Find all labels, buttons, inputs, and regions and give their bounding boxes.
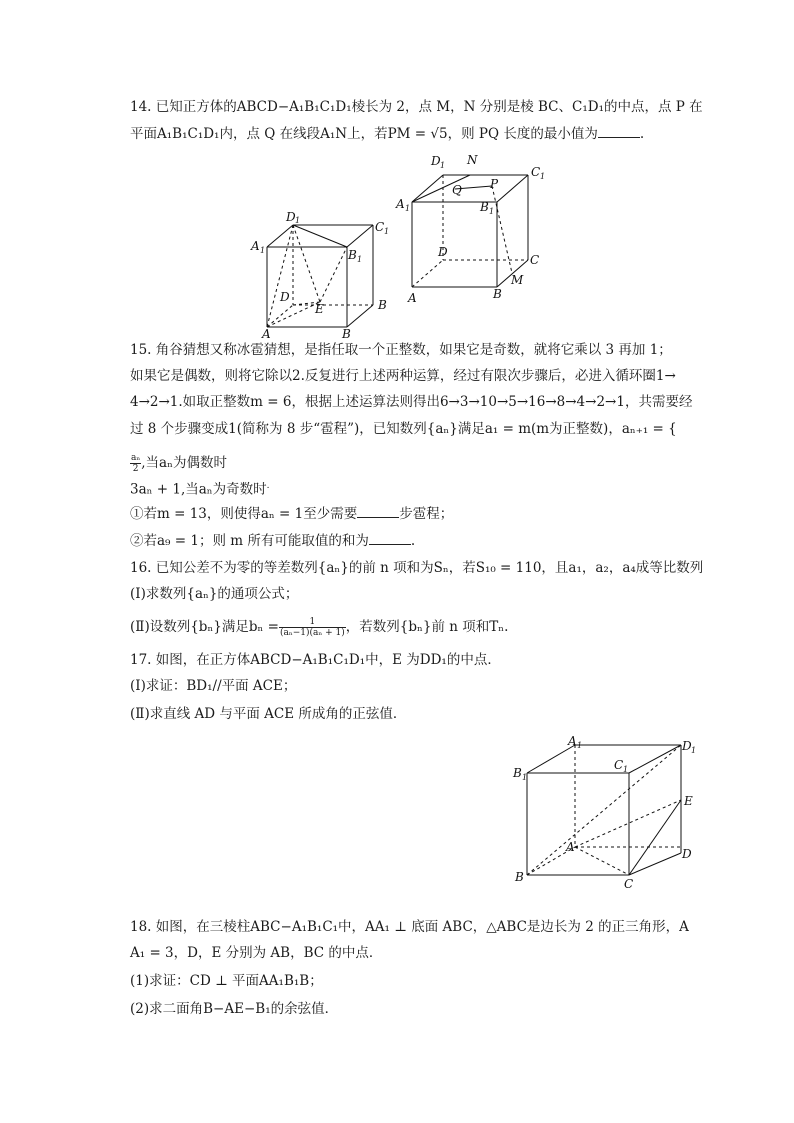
fig2-sub-A1: 1 [405,204,411,213]
q15-case1-fraction [130,453,141,474]
q15-case1 [130,451,227,475]
fig3-label-A1: A [568,734,577,748]
q15-sub2 [130,530,415,551]
q15-sub1 [130,503,453,524]
fig3-label-D: D [682,847,692,861]
q16-part2-a: (Ⅱ)设数列{bₙ}满足bₙ = [130,619,279,635]
fig2-label-A: A [408,291,417,305]
fig2-label-N: N [467,153,478,167]
q18-line2: A₁ = 3，D，E 分别为 AB，BC 的中点． [130,945,383,961]
q15-sub1-end: 步雹程； [399,506,454,522]
q15-case1-text: ,当aₙ为偶数时 [141,455,227,471]
fig1-sub-C1: 1 [384,227,390,236]
fig2-sub-D1: 1 [440,161,446,170]
fig3-label-E: E [684,794,693,808]
fig2-label-M: M [511,273,524,287]
q14-line2-end: . [639,126,645,142]
fig1-label-D1: D [286,210,296,224]
q18-part1: (1)求证：CD ⊥ 平面AA₁B₁B； [130,973,323,989]
q15-sub1-blank [357,503,399,518]
fig2-label-A1: A [396,197,405,211]
fig2-label-D: D [438,245,448,259]
fig3-sub-B1: 1 [522,773,528,782]
q16-line1: 16. 已知公差不为零的等差数列{aₙ}的前 n 项和为Sₙ，若S₁₀ = 110，且a₁，a₂，a₄成等比数列 [130,560,704,576]
fig2-label-C: C [530,253,540,267]
fig1-label-D: D [280,290,290,304]
fig1-sub-D1: 1 [295,216,301,225]
q15-sub2-blank [369,530,411,545]
q16-fraction [279,617,346,638]
q18-part2: (2)求二面角B−AE−B₁的余弦值． [130,1001,339,1017]
q17-part2: (Ⅱ)求直线 AD 与平面 ACE 所成角的正弦值． [130,706,407,722]
fig2-sub-C1: 1 [540,172,546,181]
fig2-label-B1: B [480,200,489,214]
fig1-label-C1: C [375,220,385,234]
fig1-sub-A1: 1 [260,246,266,255]
figure-cube-2 [395,150,555,310]
q18-line1: 18. 如图，在三棱柱ABC−A₁B₁C₁中，AA₁ ⊥ 底面 ABC，△ABC是边长为 2 的正三角形，A [130,919,689,935]
q16-frac-den: (aₙ−1)(aₙ + 1) [279,628,345,638]
fig3-sub-A1: 1 [577,741,583,750]
q15-sub1-text: ①若m = 13，则使得aₙ = 1至少需要 [130,506,358,522]
fig1-label-A: A [262,327,271,340]
fig2-label-P: P [490,177,499,191]
q15-case2-dot: . [266,481,270,491]
q15-line4: 过 8 个步骤变成1(简称为 8 步“雹程”)，已知数列{aₙ}满足a₁ = m(m为正整数)，aₙ₊₁ = { [130,421,677,437]
fig1-label-E: E [315,302,324,316]
q14-line2-text: 平面A₁B₁C₁D₁内，点 Q 在线段A₁N上，若PM = √5，则 PQ 长度的最小值为 [130,126,598,142]
q16-part1: (Ⅰ)求数列{aₙ}的通项公式； [130,586,299,602]
q15-case2 [130,476,270,500]
q15-sub2-end: . [410,533,416,549]
fig3-sub-D1: 1 [691,746,697,755]
fig3-label-B: B [515,870,524,884]
q14-line2 [130,123,644,144]
fig3-label-C: C [624,877,634,890]
fig3-label-A: A [566,840,575,854]
fig3-label-C1: C [614,758,624,772]
figure-cube-1 [250,205,400,340]
q14-line1: 14. 已知正方体的ABCD−A₁B₁C₁D₁棱长为 2，点 M，N 分别是棱 BC、C₁D₁的中点，点 P 在 [130,99,703,115]
fig2-label-Q: Q [452,183,462,197]
figure-cube-3 [508,730,708,890]
q15-line2: 如果它是偶数，则将它除以2.反复进行上述两种运算，经过有限次步骤后，必进入循环圈1→ [130,368,676,384]
q16-part2 [130,614,508,640]
q15-line1: 15. 角谷猜想又称冰雹猜想，是指任取一个正整数，如果它是奇数，就将它乘以 3 再加 1； [130,342,672,358]
fig3-sub-C1: 1 [623,765,629,774]
q16-part2-b: ，若数列{bₙ}前 n 项和Tₙ. [345,619,509,635]
q15-line3: 4→2→1.如取正整数m = 6，根据上述运算法则得出6→3→10→5→16→8→4→2→1，共需要经 [130,394,693,410]
q15-sub2-text: ②若a₉ = 1；则 m 所有可能取值的和为 [130,533,369,549]
fig2-label-D1: D [431,154,441,168]
q17-line1: 17. 如图，在正方体ABCD−A₁B₁C₁D₁中，E 为DD₁的中点． [130,652,501,668]
q16-frac-num: 1 [279,617,346,628]
fig3-label-D1: D [682,739,692,753]
q14-answer-blank [598,123,640,138]
fig1-label-C: B [378,298,387,312]
fig1-label-B1: B [348,248,357,262]
fig1-label-A1: A [251,239,260,253]
q17-part1: (Ⅰ)求证：BD₁//平面 ACE； [130,678,297,694]
fig1-label-B: B [342,327,351,340]
fig2-label-C1: C [531,165,541,179]
q15-case1-num: aₙ [131,453,141,463]
fig2-label-B: B [493,287,502,301]
fig3-label-B1: B [513,766,522,780]
fig1-sub-B1: 1 [357,255,363,264]
q15-case2-text: 3aₙ + 1,当aₙ为奇数时 [130,481,267,498]
fig2-sub-B1: 1 [489,207,495,216]
q15-case1-den: 2 [132,464,139,474]
